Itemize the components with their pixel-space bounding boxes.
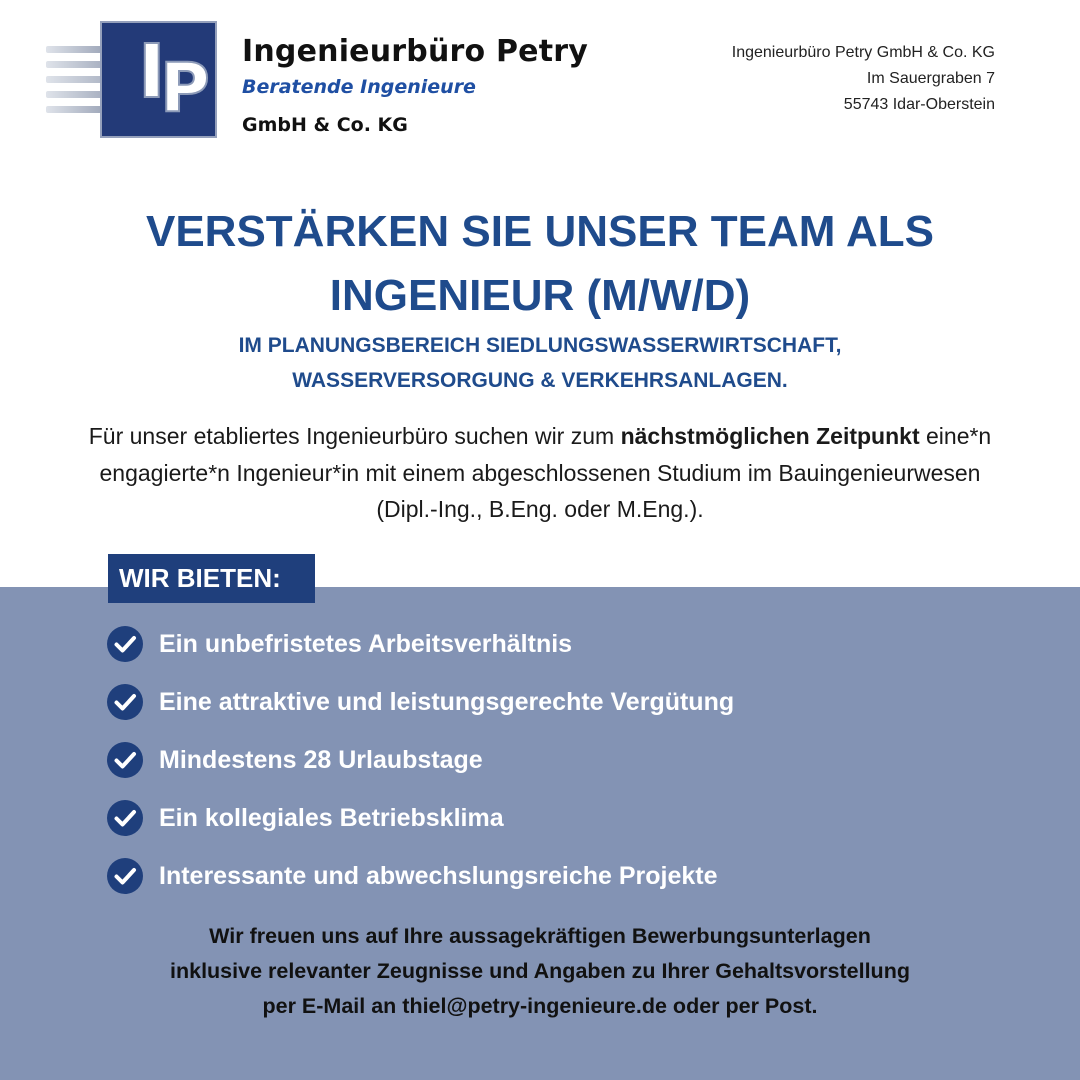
check-circle-icon — [107, 626, 143, 662]
closing-line-1: Wir freuen uns auf Ihre aussagekräftigen Bewerbungsunterlagen — [209, 924, 871, 948]
list-item — [107, 740, 1007, 798]
headline-line-1: VERSTÄRKEN SIE UNSER TEAM ALS — [145, 207, 934, 256]
benefit-text: Mindestens 28 Urlaubstage — [159, 746, 483, 774]
address-city: 55743 Idar-Oberstein — [843, 96, 995, 113]
headline-line-2: INGENIEUR (M/W/D) — [329, 271, 751, 320]
job-headline — [0, 200, 1080, 328]
benefit-text: Ein kollegiales Betriebsklima — [159, 804, 504, 832]
job-subheadline — [0, 328, 1080, 398]
address-company: Ingenieurbüro Petry GmbH & Co. KG — [731, 44, 995, 61]
list-item — [107, 856, 1007, 914]
logo-legal-form: GmbH & Co. KG — [242, 114, 408, 136]
offer-label: WIR BIETEN: — [108, 554, 315, 603]
intro-text-end: eine*n engagierte*n Ingenieur*in mit einem abgeschlossenen Studium im Bauingenieurwesen (Dipl.-Ing., B.Eng. oder M.Eng.). — [99, 423, 992, 522]
check-circle-icon — [107, 800, 143, 836]
list-item — [107, 624, 1007, 682]
closing-line-3: per E-Mail an thiel@petry-ingenieure.de oder per Post. — [262, 994, 818, 1018]
intro-text-bold: nächstmöglichen Zeitpunkt — [620, 423, 920, 449]
benefits-list — [107, 624, 1007, 914]
subheadline-line-2: WASSERVERSORGUNG & VERKEHRSANLAGEN. — [292, 369, 788, 392]
list-item — [107, 798, 1007, 856]
application-note — [0, 919, 1080, 1024]
address-street: Im Sauergraben 7 — [866, 70, 995, 87]
benefit-text: Eine attraktive und leistungsgerechte Vergütung — [159, 688, 735, 716]
company-address — [732, 40, 995, 118]
closing-line-2: inklusive relevanter Zeugnisse und Angaben zu Ihrer Gehaltsvorstellung — [170, 959, 910, 983]
intro-text-start: Für unser etabliertes Ingenieurbüro suchen wir zum — [88, 423, 621, 449]
company-logo — [46, 18, 626, 143]
benefit-text: Ein unbefristetes Arbeitsverhältnis — [159, 630, 573, 658]
check-circle-icon — [107, 684, 143, 720]
logo-tagline: Beratende Ingenieure — [242, 76, 476, 98]
logo-ip-mark — [100, 21, 217, 138]
logo-company-name: Ingenieurbüro Petry — [242, 34, 588, 69]
logo-letter-i: I — [138, 29, 166, 115]
check-circle-icon — [107, 742, 143, 778]
subheadline-line-1: IM PLANUNGSBEREICH SIEDLUNGSWASSERWIRTSCHAFT, — [238, 334, 842, 357]
benefit-text: Interessante und abwechslungsreiche Projekte — [159, 862, 718, 890]
check-circle-icon — [107, 858, 143, 894]
list-item — [107, 682, 1007, 740]
logo-letter-p: P — [160, 49, 210, 128]
intro-paragraph — [80, 418, 1000, 528]
